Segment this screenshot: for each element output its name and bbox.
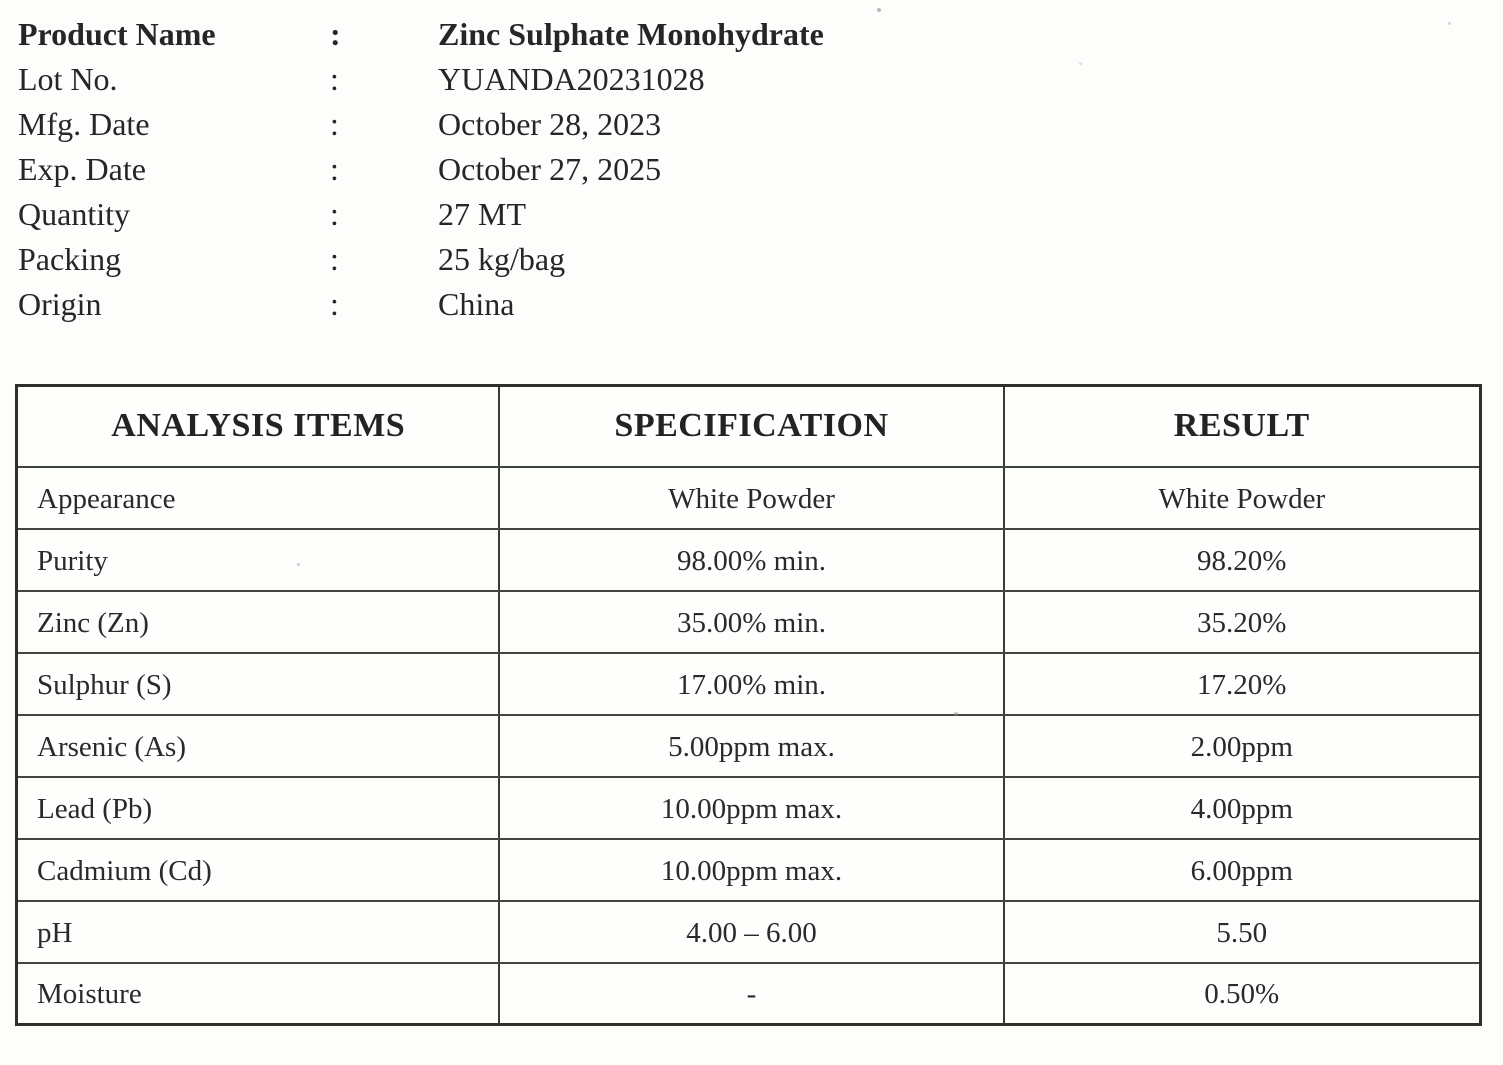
cell-item: Purity [17,529,500,591]
info-colon: : [330,286,339,322]
table-row-moisture [17,963,1481,1025]
info-value-lot-no: YUANDA20231028 [438,61,705,97]
table-row-arsenic [17,715,1481,777]
info-row-origin [18,282,824,327]
info-label-exp-date: Exp. Date [18,151,146,187]
cell-result: 17.20% [1004,653,1481,715]
table-row-appearance [17,467,1481,529]
cell-item: Sulphur (S) [17,653,500,715]
info-row-mfg-date [18,102,824,147]
info-label-product-name: Product Name [18,16,216,52]
cell-specification: 4.00 – 6.00 [499,901,1003,963]
cell-item: Appearance [17,467,500,529]
cell-item: Arsenic (As) [17,715,500,777]
col-header-result: RESULT [1004,386,1481,467]
cell-specification: 10.00ppm max. [499,777,1003,839]
cell-result: 5.50 [1004,901,1481,963]
scan-speck [1079,62,1082,65]
analysis-table [15,384,1482,1026]
table-row-lead [17,777,1481,839]
scan-speck [297,563,300,566]
info-label-lot-no: Lot No. [18,61,118,97]
scan-speck [877,8,881,12]
table-row-ph [17,901,1481,963]
cell-item: Cadmium (Cd) [17,839,500,901]
info-value-origin: China [438,286,515,322]
cell-result: 98.20% [1004,529,1481,591]
info-value-exp-date: October 27, 2025 [438,151,662,187]
scan-speck [954,712,958,716]
info-row-product-name [18,12,824,57]
table-row-cadmium [17,839,1481,901]
info-row-lot-no [18,57,824,102]
col-header-specification: SPECIFICATION [499,386,1003,467]
info-label-origin: Origin [18,286,102,322]
info-row-packing [18,237,824,282]
cell-result: 0.50% [1004,963,1481,1025]
cell-result: 4.00ppm [1004,777,1481,839]
info-colon: : [330,151,339,187]
cell-result: 35.20% [1004,591,1481,653]
cell-item: Moisture [17,963,500,1025]
info-colon: : [330,196,339,232]
info-value-product-name: Zinc Sulphate Monohydrate [438,16,824,52]
cell-specification: 10.00ppm max. [499,839,1003,901]
info-label-mfg-date: Mfg. Date [18,106,150,142]
cell-specification: - [499,963,1003,1025]
cell-item: Zinc (Zn) [17,591,500,653]
cell-specification: 35.00% min. [499,591,1003,653]
info-colon: : [330,61,339,97]
table-row-purity [17,529,1481,591]
info-colon: : [330,16,341,52]
cell-result: 6.00ppm [1004,839,1481,901]
table-header-row [17,386,1481,467]
cell-result: White Powder [1004,467,1481,529]
cell-specification: 98.00% min. [499,529,1003,591]
info-row-exp-date [18,147,824,192]
cell-result: 2.00ppm [1004,715,1481,777]
info-label-packing: Packing [18,241,122,277]
cell-item: Lead (Pb) [17,777,500,839]
cell-specification: 17.00% min. [499,653,1003,715]
cell-item: pH [17,901,500,963]
info-value-mfg-date: October 28, 2023 [438,106,662,142]
info-value-quantity: 27 MT [438,196,526,232]
col-header-analysis-items: ANALYSIS ITEMS [17,386,500,467]
info-colon: : [330,106,339,142]
info-label-quantity: Quantity [18,196,130,232]
product-info-block [18,12,824,327]
scan-speck [1448,22,1451,25]
info-value-packing: 25 kg/bag [438,241,566,277]
info-colon: : [330,241,339,277]
cell-specification: White Powder [499,467,1003,529]
info-row-quantity [18,192,824,237]
cell-specification: 5.00ppm max. [499,715,1003,777]
table-row-zinc [17,591,1481,653]
table-row-sulphur [17,653,1481,715]
